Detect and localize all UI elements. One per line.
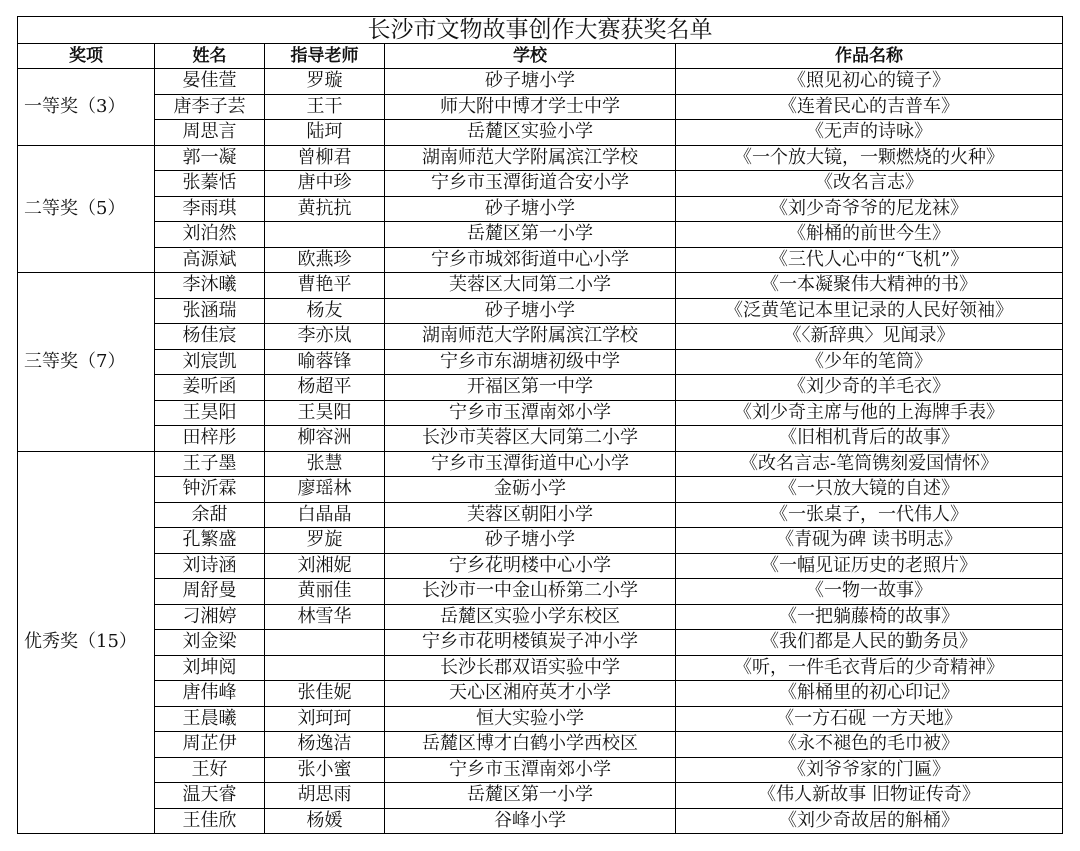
- teacher-name-cell: 杨媛: [265, 808, 385, 834]
- column-header-school: 学校: [385, 44, 676, 69]
- teacher-name-cell: 张慧: [265, 451, 385, 477]
- school-cell: 砂子塘小学: [385, 298, 676, 324]
- teacher-name-cell: 曹艳平: [265, 273, 385, 299]
- school-cell: 宁乡花明楼中心小学: [385, 553, 676, 579]
- school-cell: 芙蓉区大同第二小学: [385, 273, 676, 299]
- table-title: 长沙市文物故事创作大赛获奖名单: [18, 17, 1063, 44]
- table-row: [18, 426, 1063, 452]
- student-name-cell: 王昊阳: [155, 400, 265, 426]
- student-name-cell: 姜听函: [155, 375, 265, 401]
- prize-level-cell: 优秀奖（15）: [18, 451, 155, 834]
- table-row: [18, 273, 1063, 299]
- school-cell: 宁乡市玉潭街道中心小学: [385, 451, 676, 477]
- prize-level-cell: 三等奖（7）: [18, 273, 155, 452]
- work-title-cell: 《连着民心的吉普车》: [676, 94, 1063, 120]
- student-name-cell: 高源斌: [155, 247, 265, 273]
- table-row: [18, 145, 1063, 171]
- teacher-name-cell: 曾柳君: [265, 145, 385, 171]
- teacher-name-cell: 李亦岚: [265, 324, 385, 350]
- table-row: [18, 528, 1063, 554]
- teacher-name-cell: 杨超平: [265, 375, 385, 401]
- work-title-cell: 《一只放大镜的自述》: [676, 477, 1063, 503]
- student-name-cell: 孔繁盛: [155, 528, 265, 554]
- student-name-cell: 李沐曦: [155, 273, 265, 299]
- teacher-name-cell: [265, 630, 385, 656]
- table-row: [18, 808, 1063, 834]
- table-row: [18, 349, 1063, 375]
- student-name-cell: 田梓彤: [155, 426, 265, 452]
- work-title-cell: 《三代人心中的“飞机”》: [676, 247, 1063, 273]
- work-title-cell: 《一个放大镜，一颗燃烧的火种》: [676, 145, 1063, 171]
- column-header-prize: 奖项: [18, 44, 155, 69]
- work-title-cell: 《斛桶里的初心印记》: [676, 681, 1063, 707]
- teacher-name-cell: 柳容洲: [265, 426, 385, 452]
- student-name-cell: 钟沂霖: [155, 477, 265, 503]
- student-name-cell: 余甜: [155, 502, 265, 528]
- school-cell: 宁乡市花明楼镇炭子冲小学: [385, 630, 676, 656]
- teacher-name-cell: 王干: [265, 94, 385, 120]
- work-title-cell: 《照见初心的镜子》: [676, 69, 1063, 95]
- school-cell: 芙蓉区朝阳小学: [385, 502, 676, 528]
- work-title-cell: 《〈新辞典〉见闻录》: [676, 324, 1063, 350]
- school-cell: 宁乡市城郊街道中心小学: [385, 247, 676, 273]
- header-row: [18, 44, 1063, 69]
- work-title-cell: 《刘少奇主席与他的上海牌手表》: [676, 400, 1063, 426]
- school-cell: 岳麓区实验小学: [385, 120, 676, 146]
- student-name-cell: 刘金梁: [155, 630, 265, 656]
- table-row: [18, 630, 1063, 656]
- table-row: [18, 247, 1063, 273]
- work-title-cell: 《无声的诗咏》: [676, 120, 1063, 146]
- teacher-name-cell: 唐中珍: [265, 171, 385, 197]
- table-row: [18, 706, 1063, 732]
- student-name-cell: 王好: [155, 757, 265, 783]
- student-name-cell: 温天睿: [155, 783, 265, 809]
- school-cell: 岳麓区实验小学东校区: [385, 604, 676, 630]
- work-title-cell: 《一张桌子，一代伟人》: [676, 502, 1063, 528]
- student-name-cell: 唐伟峰: [155, 681, 265, 707]
- table-row: [18, 681, 1063, 707]
- prize-level-cell: 一等奖（3）: [18, 69, 155, 146]
- school-cell: 湖南师范大学附属滨江学校: [385, 324, 676, 350]
- work-title-cell: 《伟人新故事 旧物证传奇》: [676, 783, 1063, 809]
- student-name-cell: 周思言: [155, 120, 265, 146]
- school-cell: 师大附中博才学士中学: [385, 94, 676, 120]
- table-row: [18, 732, 1063, 758]
- teacher-name-cell: 黄丽佳: [265, 579, 385, 605]
- table-row: [18, 69, 1063, 95]
- student-name-cell: 王佳欣: [155, 808, 265, 834]
- work-title-cell: 《刘少奇的羊毛衣》: [676, 375, 1063, 401]
- school-cell: 谷峰小学: [385, 808, 676, 834]
- teacher-name-cell: 张小蜜: [265, 757, 385, 783]
- teacher-name-cell: 廖瑶林: [265, 477, 385, 503]
- teacher-name-cell: 喻蓉锋: [265, 349, 385, 375]
- work-title-cell: 《一幅见证历史的老照片》: [676, 553, 1063, 579]
- table-row: [18, 222, 1063, 248]
- table-row: [18, 655, 1063, 681]
- table-row: [18, 553, 1063, 579]
- student-name-cell: 刘坤阅: [155, 655, 265, 681]
- column-header-teacher: 指导老师: [265, 44, 385, 69]
- table-row: [18, 757, 1063, 783]
- school-cell: 岳麓区博才白鹤小学西校区: [385, 732, 676, 758]
- work-title-cell: 《我们都是人民的勤务员》: [676, 630, 1063, 656]
- work-title-cell: 《泛黄笔记本里记录的人民好领袖》: [676, 298, 1063, 324]
- school-cell: 岳麓区第一小学: [385, 783, 676, 809]
- student-name-cell: 李雨琪: [155, 196, 265, 222]
- student-name-cell: 张涵瑞: [155, 298, 265, 324]
- work-title-cell: 《刘爷爷家的门匾》: [676, 757, 1063, 783]
- prize-level-cell: 二等奖（5）: [18, 145, 155, 273]
- work-title-cell: 《少年的笔筒》: [676, 349, 1063, 375]
- school-cell: 恒大实验小学: [385, 706, 676, 732]
- teacher-name-cell: [265, 222, 385, 248]
- work-title-cell: 《一把躺藤椅的故事》: [676, 604, 1063, 630]
- award-list-table: [17, 16, 1063, 834]
- school-cell: 天心区湘府英才小学: [385, 681, 676, 707]
- table-row: [18, 94, 1063, 120]
- work-title-cell: 《一本凝聚伟大精神的书》: [676, 273, 1063, 299]
- student-name-cell: 周芷伊: [155, 732, 265, 758]
- student-name-cell: 周舒曼: [155, 579, 265, 605]
- student-name-cell: 晏佳萱: [155, 69, 265, 95]
- teacher-name-cell: 罗璇: [265, 69, 385, 95]
- work-title-cell: 《改名言志-笔筒镌刻爱国情怀》: [676, 451, 1063, 477]
- student-name-cell: 张蓁恬: [155, 171, 265, 197]
- teacher-name-cell: 黄抗抗: [265, 196, 385, 222]
- teacher-name-cell: 张佳妮: [265, 681, 385, 707]
- student-name-cell: 刘宸凯: [155, 349, 265, 375]
- work-title-cell: 《旧相机背后的故事》: [676, 426, 1063, 452]
- student-name-cell: 郭一凝: [155, 145, 265, 171]
- work-title-cell: 《改名言志》: [676, 171, 1063, 197]
- table-row: [18, 477, 1063, 503]
- table-row: [18, 502, 1063, 528]
- work-title-cell: 《听，一件毛衣背后的少奇精神》: [676, 655, 1063, 681]
- column-header-work: 作品名称: [676, 44, 1063, 69]
- table-row: [18, 324, 1063, 350]
- student-name-cell: 王晨曦: [155, 706, 265, 732]
- work-title-cell: 《刘少奇故居的斛桶》: [676, 808, 1063, 834]
- table-row: [18, 375, 1063, 401]
- teacher-name-cell: 杨友: [265, 298, 385, 324]
- table-row: [18, 171, 1063, 197]
- teacher-name-cell: 杨逸洁: [265, 732, 385, 758]
- school-cell: 宁乡市玉潭街道合安小学: [385, 171, 676, 197]
- table-row: [18, 120, 1063, 146]
- student-name-cell: 刁湘婷: [155, 604, 265, 630]
- teacher-name-cell: 胡思雨: [265, 783, 385, 809]
- school-cell: 砂子塘小学: [385, 69, 676, 95]
- table-row: [18, 783, 1063, 809]
- student-name-cell: 王子墨: [155, 451, 265, 477]
- teacher-name-cell: 刘珂珂: [265, 706, 385, 732]
- table-row: [18, 451, 1063, 477]
- teacher-name-cell: 罗旋: [265, 528, 385, 554]
- student-name-cell: 刘诗涵: [155, 553, 265, 579]
- table-row: [18, 579, 1063, 605]
- work-title-cell: 《一物一故事》: [676, 579, 1063, 605]
- school-cell: 金砺小学: [385, 477, 676, 503]
- table-row: [18, 196, 1063, 222]
- table-row: [18, 400, 1063, 426]
- work-title-cell: 《刘少奇爷爷的尼龙袜》: [676, 196, 1063, 222]
- teacher-name-cell: 刘湘妮: [265, 553, 385, 579]
- school-cell: 长沙市一中金山桥第二小学: [385, 579, 676, 605]
- teacher-name-cell: 白晶晶: [265, 502, 385, 528]
- school-cell: 湖南师范大学附属滨江学校: [385, 145, 676, 171]
- teacher-name-cell: 陆珂: [265, 120, 385, 146]
- work-title-cell: 《斛桶的前世今生》: [676, 222, 1063, 248]
- teacher-name-cell: [265, 655, 385, 681]
- teacher-name-cell: 欧燕珍: [265, 247, 385, 273]
- column-header-name: 姓名: [155, 44, 265, 69]
- school-cell: 岳麓区第一小学: [385, 222, 676, 248]
- table-row: [18, 298, 1063, 324]
- student-name-cell: 杨佳宸: [155, 324, 265, 350]
- school-cell: 长沙长郡双语实验中学: [385, 655, 676, 681]
- work-title-cell: 《一方石砚 一方天地》: [676, 706, 1063, 732]
- work-title-cell: 《青砚为碑 读书明志》: [676, 528, 1063, 554]
- work-title-cell: 《永不褪色的毛巾被》: [676, 732, 1063, 758]
- school-cell: 砂子塘小学: [385, 528, 676, 554]
- teacher-name-cell: 王昊阳: [265, 400, 385, 426]
- school-cell: 宁乡市玉潭南郊小学: [385, 757, 676, 783]
- school-cell: 开福区第一中学: [385, 375, 676, 401]
- student-name-cell: 刘泊然: [155, 222, 265, 248]
- teacher-name-cell: 林雪华: [265, 604, 385, 630]
- school-cell: 长沙市芙蓉区大同第二小学: [385, 426, 676, 452]
- table-row: [18, 604, 1063, 630]
- school-cell: 砂子塘小学: [385, 196, 676, 222]
- school-cell: 宁乡市玉潭南郊小学: [385, 400, 676, 426]
- student-name-cell: 唐李子芸: [155, 94, 265, 120]
- school-cell: 宁乡市东湖塘初级中学: [385, 349, 676, 375]
